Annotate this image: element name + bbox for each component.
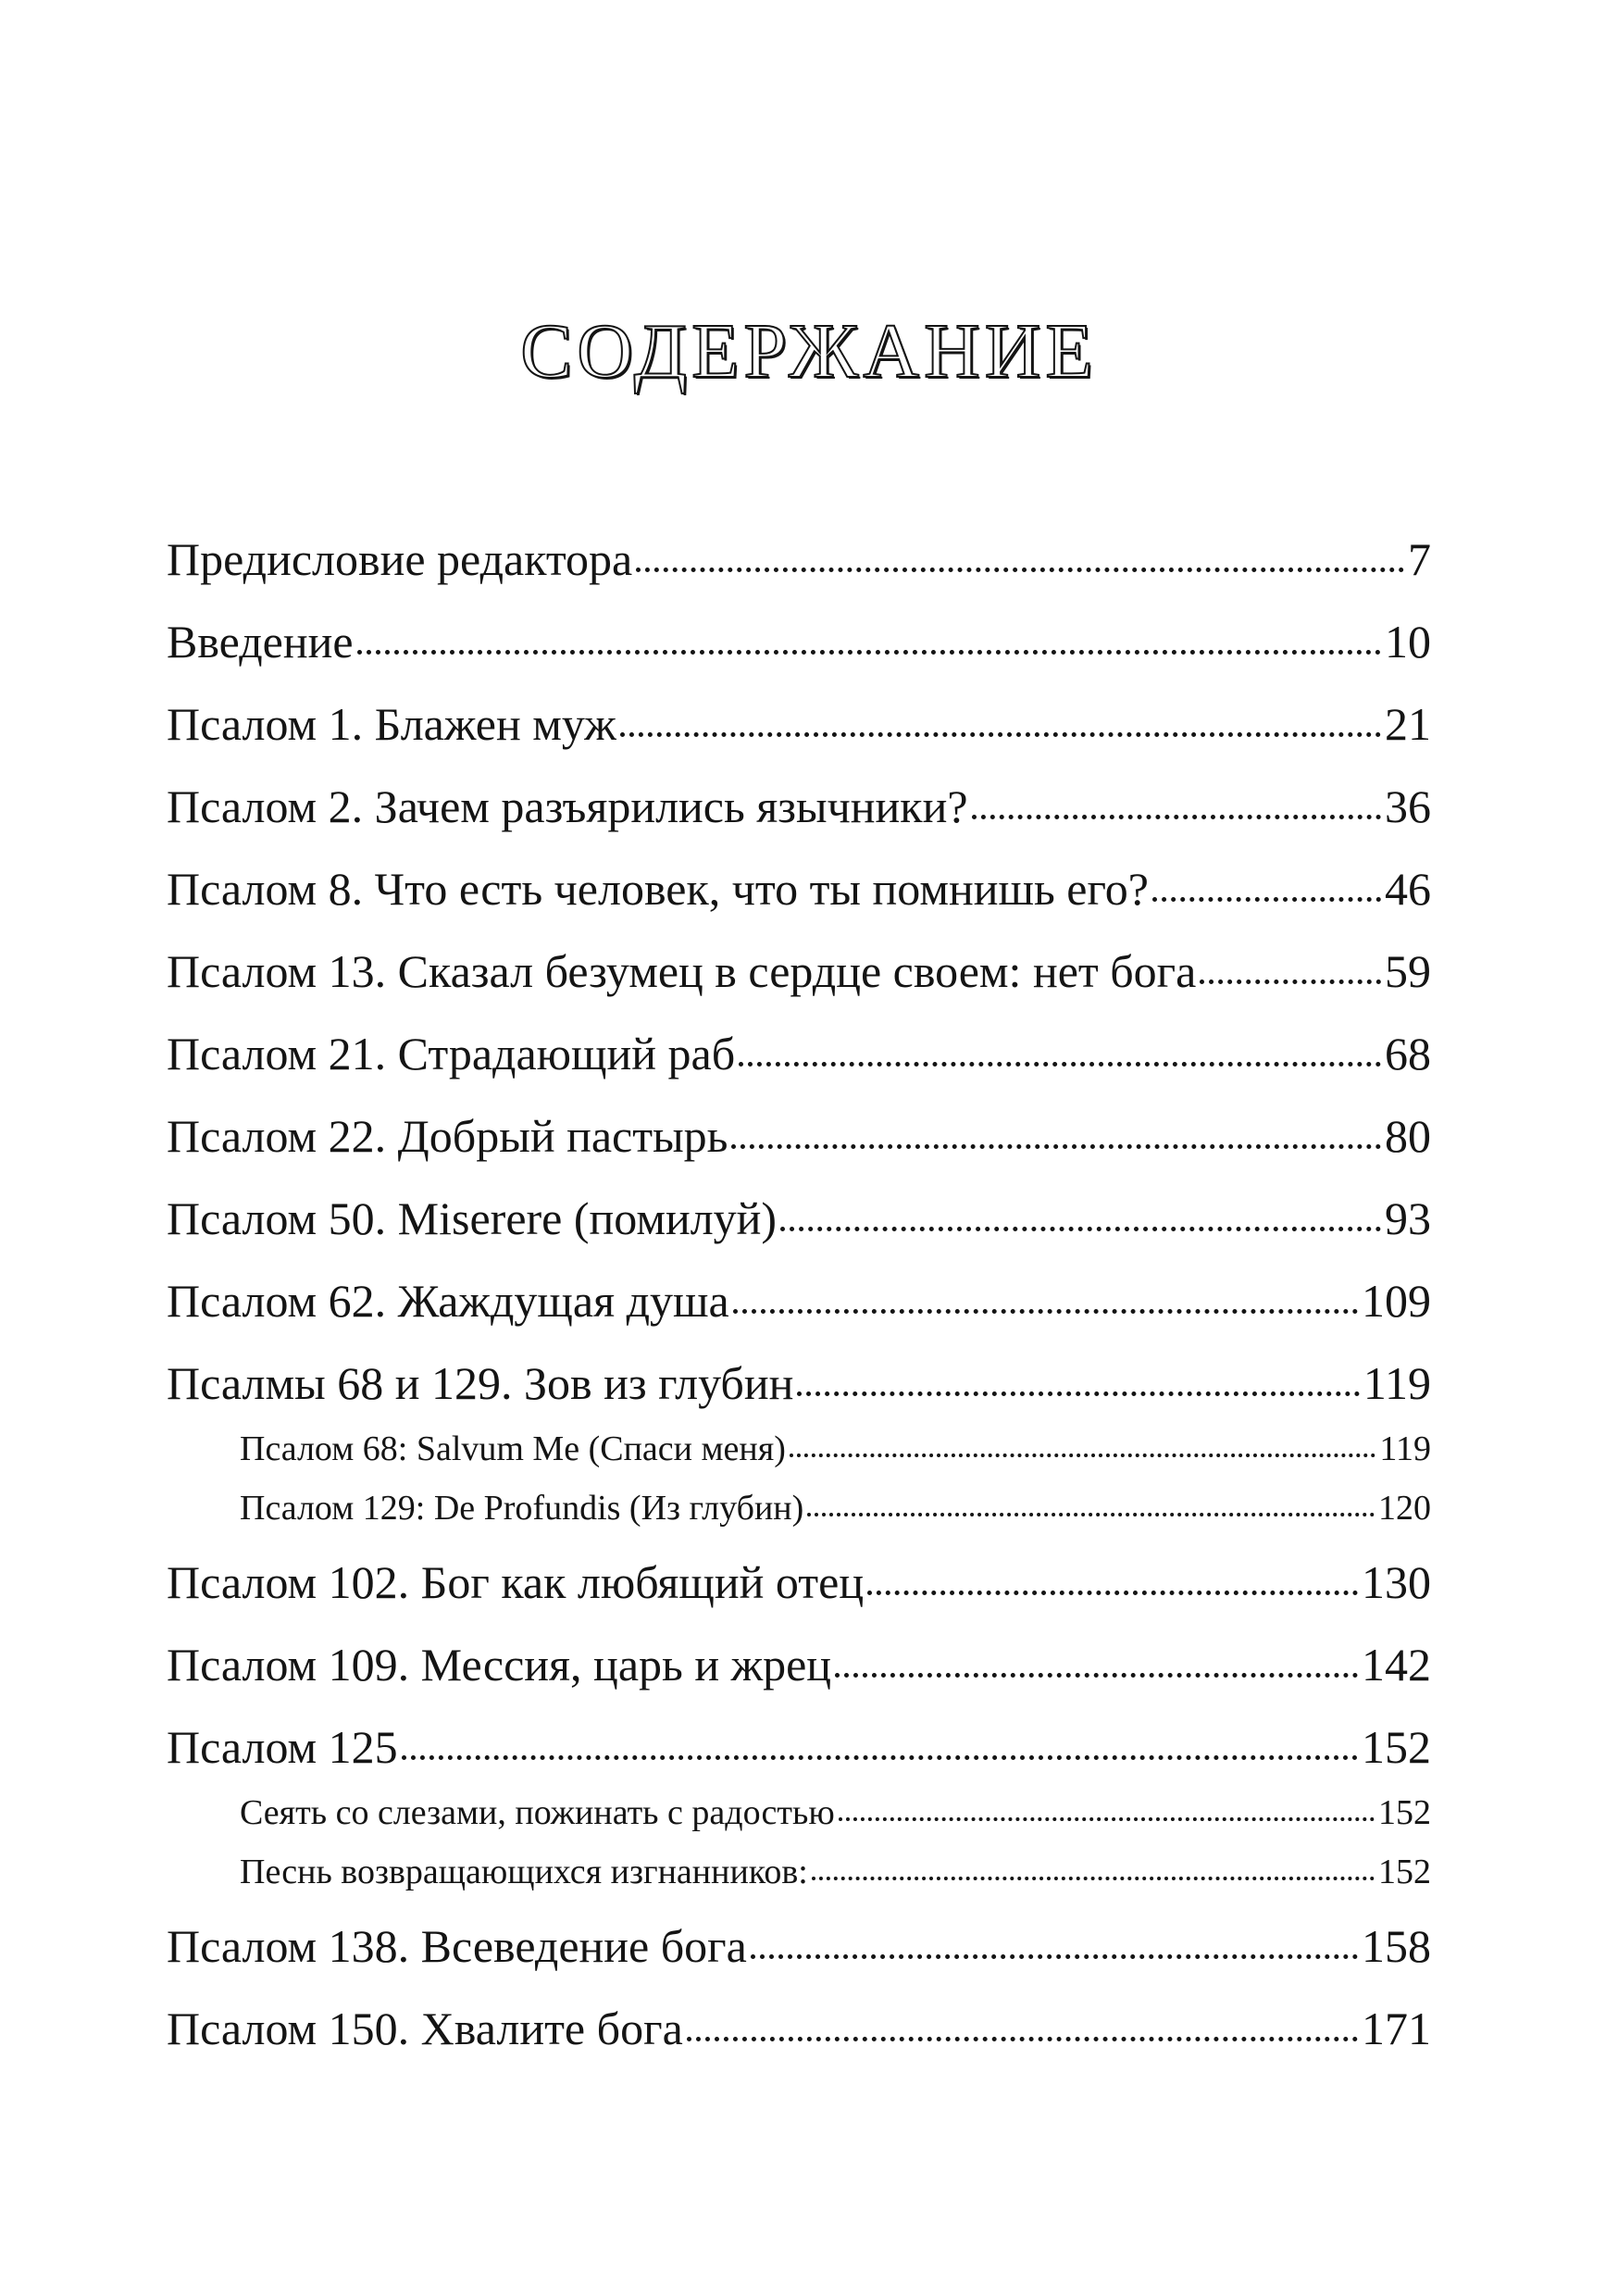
toc-entry-label: Псалом 2. Зачем разъярились язычники? — [167, 780, 968, 832]
toc-page-number: 152 — [1378, 1793, 1431, 1832]
dot-leader — [739, 1062, 1381, 1067]
dot-leader — [807, 1513, 1375, 1516]
page-title: СОДЕРЖАНИЕ — [520, 308, 1098, 394]
toc-entry[interactable] — [167, 1178, 1431, 1260]
dot-leader — [835, 1673, 1358, 1678]
toc-entry-label: Псалом 125 — [167, 1721, 398, 1773]
dot-leader — [839, 1817, 1375, 1821]
toc-entry[interactable] — [167, 1541, 1431, 1624]
toc-page-number: 152 — [1378, 1853, 1431, 1891]
toc-page-number: 59 — [1385, 945, 1431, 997]
toc-page-number: 142 — [1362, 1639, 1431, 1691]
table-of-contents — [167, 518, 1431, 2070]
toc-entry-label: Псалом 1. Блажен муж — [167, 698, 616, 750]
dot-leader — [790, 1454, 1376, 1457]
dot-leader — [687, 2037, 1358, 2041]
toc-page-number: 21 — [1385, 698, 1431, 750]
dot-leader — [812, 1877, 1375, 1880]
toc-entry[interactable] — [167, 518, 1431, 601]
toc-page-number: 10 — [1385, 616, 1431, 668]
toc-page-number: 68 — [1385, 1028, 1431, 1079]
toc-subentry[interactable] — [167, 1419, 1431, 1479]
toc-entry-label: Псалом 109. Мессия, царь и жрец — [167, 1639, 832, 1691]
toc-entry-label: Псалом 8. Что есть человек, что ты помнишь его? — [167, 863, 1149, 915]
toc-page-number: 36 — [1385, 780, 1431, 832]
toc-entry[interactable] — [167, 766, 1431, 848]
toc-entry[interactable] — [167, 1095, 1431, 1178]
toc-page-number: 158 — [1362, 1920, 1431, 1972]
toc-entry-label: Псалом 150. Хвалите бога — [167, 2003, 683, 2054]
toc-entry-label: Псалом 62. Жаждущая душа — [167, 1275, 729, 1327]
dot-leader — [636, 568, 1404, 572]
toc-entry-label: Псалом 21. Страдающий раб — [167, 1028, 736, 1079]
dot-leader — [1152, 897, 1381, 902]
toc-subentry-label: Псалом 68: Salvum Me (Спаси меня) — [240, 1429, 786, 1468]
toc-subentry[interactable] — [167, 1479, 1431, 1538]
toc-page-number: 93 — [1385, 1192, 1431, 1244]
toc-page-number: 109 — [1362, 1275, 1431, 1327]
dot-leader — [972, 815, 1381, 819]
toc-page-number: 120 — [1378, 1489, 1431, 1528]
toc-entry[interactable] — [167, 848, 1431, 930]
toc-entry[interactable] — [167, 1260, 1431, 1342]
toc-entry-label: Введение — [167, 616, 354, 668]
toc-page-number: 7 — [1408, 533, 1431, 585]
toc-entry-label: Псалом 138. Всеведение бога — [167, 1920, 747, 1972]
dot-leader — [733, 1309, 1358, 1314]
toc-entry[interactable] — [167, 1013, 1431, 1095]
toc-page-number: 46 — [1385, 863, 1431, 915]
toc-page-number: 130 — [1362, 1556, 1431, 1608]
toc-entry-label: Псалом 13. Сказал безумец в сердце своем: нет бога — [167, 945, 1197, 997]
toc-entry-label: Псалом 22. Добрый пастырь — [167, 1110, 728, 1162]
toc-entry[interactable] — [167, 1624, 1431, 1706]
dot-leader — [620, 732, 1381, 737]
toc-entry-label: Псалом 50. Miserere (помилуй) — [167, 1192, 778, 1244]
toc-subentry-label: Псалом 129: De Profundis (Из глубин) — [240, 1489, 804, 1528]
toc-subentry[interactable] — [167, 1842, 1431, 1902]
toc-entry-label: Предисловие редактора — [167, 533, 633, 585]
toc-page-number: 80 — [1385, 1110, 1431, 1162]
dot-leader — [797, 1391, 1359, 1396]
toc-entry[interactable] — [167, 1905, 1431, 1988]
dot-leader — [780, 1227, 1381, 1231]
dot-leader — [402, 1755, 1358, 1760]
dot-leader — [1200, 980, 1381, 984]
toc-subentry-label: Сеять со слезами, пожинать с радостью — [240, 1793, 835, 1832]
dot-leader — [357, 650, 1381, 655]
toc-entry-label: Псалмы 68 и 129. Зов из глубин — [167, 1357, 794, 1409]
dot-leader — [867, 1591, 1358, 1595]
toc-page-number: 171 — [1362, 2003, 1431, 2054]
toc-page-number: 152 — [1362, 1721, 1431, 1773]
toc-entry[interactable] — [167, 601, 1431, 683]
dot-leader — [731, 1144, 1381, 1149]
toc-entry[interactable] — [167, 1706, 1431, 1789]
toc-entry[interactable] — [167, 1342, 1431, 1425]
dot-leader — [751, 1954, 1358, 1959]
toc-entry[interactable] — [167, 1988, 1431, 2070]
toc-subentry-label: Песнь возвращающихся изгнанников: — [240, 1853, 808, 1891]
toc-entry[interactable] — [167, 930, 1431, 1013]
toc-page-number: 119 — [1379, 1429, 1431, 1468]
toc-entry-label: Псалом 102. Бог как любящий отец — [167, 1556, 865, 1608]
toc-subentry[interactable] — [167, 1783, 1431, 1842]
toc-page-number: 119 — [1363, 1357, 1431, 1409]
toc-entry[interactable] — [167, 683, 1431, 766]
